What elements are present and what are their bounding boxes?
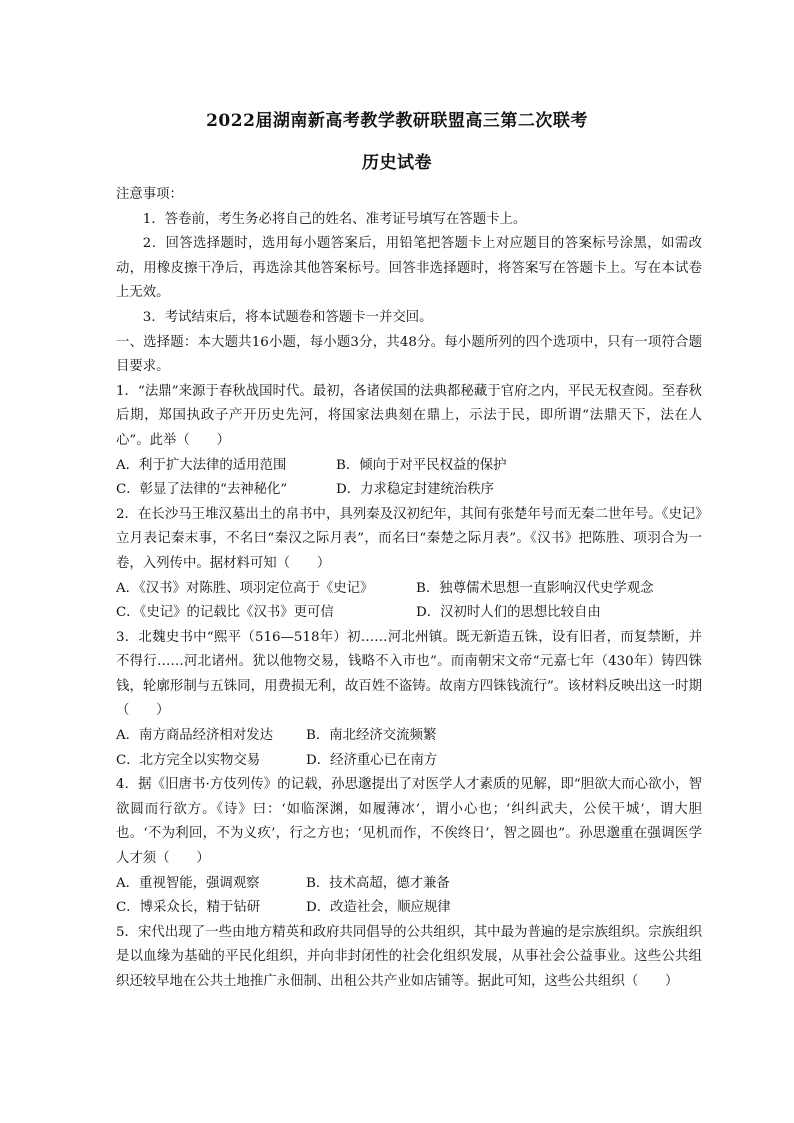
option-b: B．独尊儒术思想一直影响汉代史学观念 <box>416 580 654 596</box>
option-a: A．《汉书》对陈胜、项羽定位高于《史记》 <box>116 580 374 596</box>
option-row <box>116 577 702 602</box>
option-c: C．北方完全以实物交易 <box>116 752 261 768</box>
option-row <box>116 454 702 479</box>
option-d: D．改造社会，顺应规律 <box>306 900 451 916</box>
option-row <box>116 749 702 774</box>
option-row <box>116 724 702 749</box>
option-d: D．力求稳定封建统治秩序 <box>336 482 495 498</box>
option-a: A．利于扩大法律的适用范围 <box>116 457 287 473</box>
exam-title: 2022届湖南新高考教学教研联盟高三第二次联考 <box>206 111 588 131</box>
question-stem: 1．“法鼎”来源于春秋战国时代。最初，各诸侯国的法典都秘藏于官府之内，平民无权查阅。至春秋后期，郑国执政子产开历史先河，将国家法典刻在鼎上，示法于民，即所谓“法鼎天下，法在人心”。此举（ ） <box>116 383 702 448</box>
option-b: B．技术高超，德才兼备 <box>306 875 450 891</box>
option-a: A．南方商品经济相对发达 <box>116 728 273 744</box>
option-c: C．《史记》的记载比《汉书》更可信 <box>116 605 334 621</box>
option-d: D．汉初时人们的思想比较自由 <box>416 605 601 621</box>
notice-item: 2．回答选择题时，选用每小题答案后，用铅笔把答题卡上对应题目的答案标号涂黑，如需改动，用橡皮擦干净后，再选涂其他答案标号。回答非选择题时，将答案写在答题卡上。写在本试卷上无效。 <box>116 236 702 301</box>
option-row <box>116 601 702 626</box>
section-heading: 一、选择题：本大题共16小题，每小题3分，共48分。每小题所列的四个选项中，只有一项符合题目要求。 <box>116 334 702 375</box>
option-row <box>116 896 702 921</box>
option-c: C．彰显了法律的“去神秘化” <box>116 482 288 498</box>
option-c: C．博采众长，精于钻研 <box>116 900 261 916</box>
notice-heading: 注意事项： <box>116 187 183 202</box>
option-a: A．重视智能，强调观察 <box>116 875 260 891</box>
option-b: B．南北经济交流频繁 <box>306 728 437 744</box>
exam-content <box>116 183 702 995</box>
option-b: B．倾向于对平民权益的保护 <box>336 457 507 473</box>
question-stem: 3．北魏史书中“熙平（516—518年）初……河北州镇。既无新造五铢，设有旧者，而复禁断，并不得行……河北诸州。犹以他物交易，钱略不入市也”。而南朝宋文帝“元嘉七年（430年）铸四铢钱，轮廓形制与五铢同，用费损无利，故百姓不盗铸。故南方四铢钱流行”。该材料反映出这一时期（ ） <box>116 629 702 719</box>
question-stem: 5．宋代出现了一些由地方精英和政府共同倡导的公共组织，其中最为普遍的是宗族组织。宗族组织是以血缘为基础的平民化组织，并向非封闭性的社会化组织发展，从事社会公益事业。这些公共组织还较早地在公共土地推广永佃制、出租公共产业如店铺等。据此可知，这些公共组织（ ） <box>116 924 702 989</box>
question-stem: 4．据《旧唐书·方伎列传》的记载，孙思邈提出了对医学人才素质的见解，即“胆欲大而心欲小，智欲圆而行欲方。《诗》曰：‘如临深渊，如履薄冰’，谓小心也；‘纠纠武夫，公侯干城’，谓大胆也。‘不为利回，不为义疚’，行之方也；‘见机而作，不俟终日’，智之圆也”。孙思邈重在强调医学人才须（ ） <box>116 777 702 867</box>
option-row <box>116 478 702 503</box>
option-row <box>116 872 702 897</box>
question-stem: 2．在长沙马王堆汉墓出土的帛书中，具列秦及汉初纪年，其间有张楚年号而无秦二世年号。《史记》立月表记秦末事，不名曰“秦汉之际月表”，而名曰“秦楚之际月表”。《汉书》把陈胜、项羽合为一卷，入列传中。据材料可知（ ） <box>116 506 702 571</box>
option-d: D．经济重心已在南方 <box>306 752 438 768</box>
notice-item: 1．答卷前，考生务必将自己的姓名、准考证号填写在答题卡上。 <box>142 211 527 227</box>
exam-subtitle: 历史试卷 <box>362 153 432 173</box>
notice-item: 3．考试结束后，将本试题卷和答题卡一并交回。 <box>142 309 433 325</box>
